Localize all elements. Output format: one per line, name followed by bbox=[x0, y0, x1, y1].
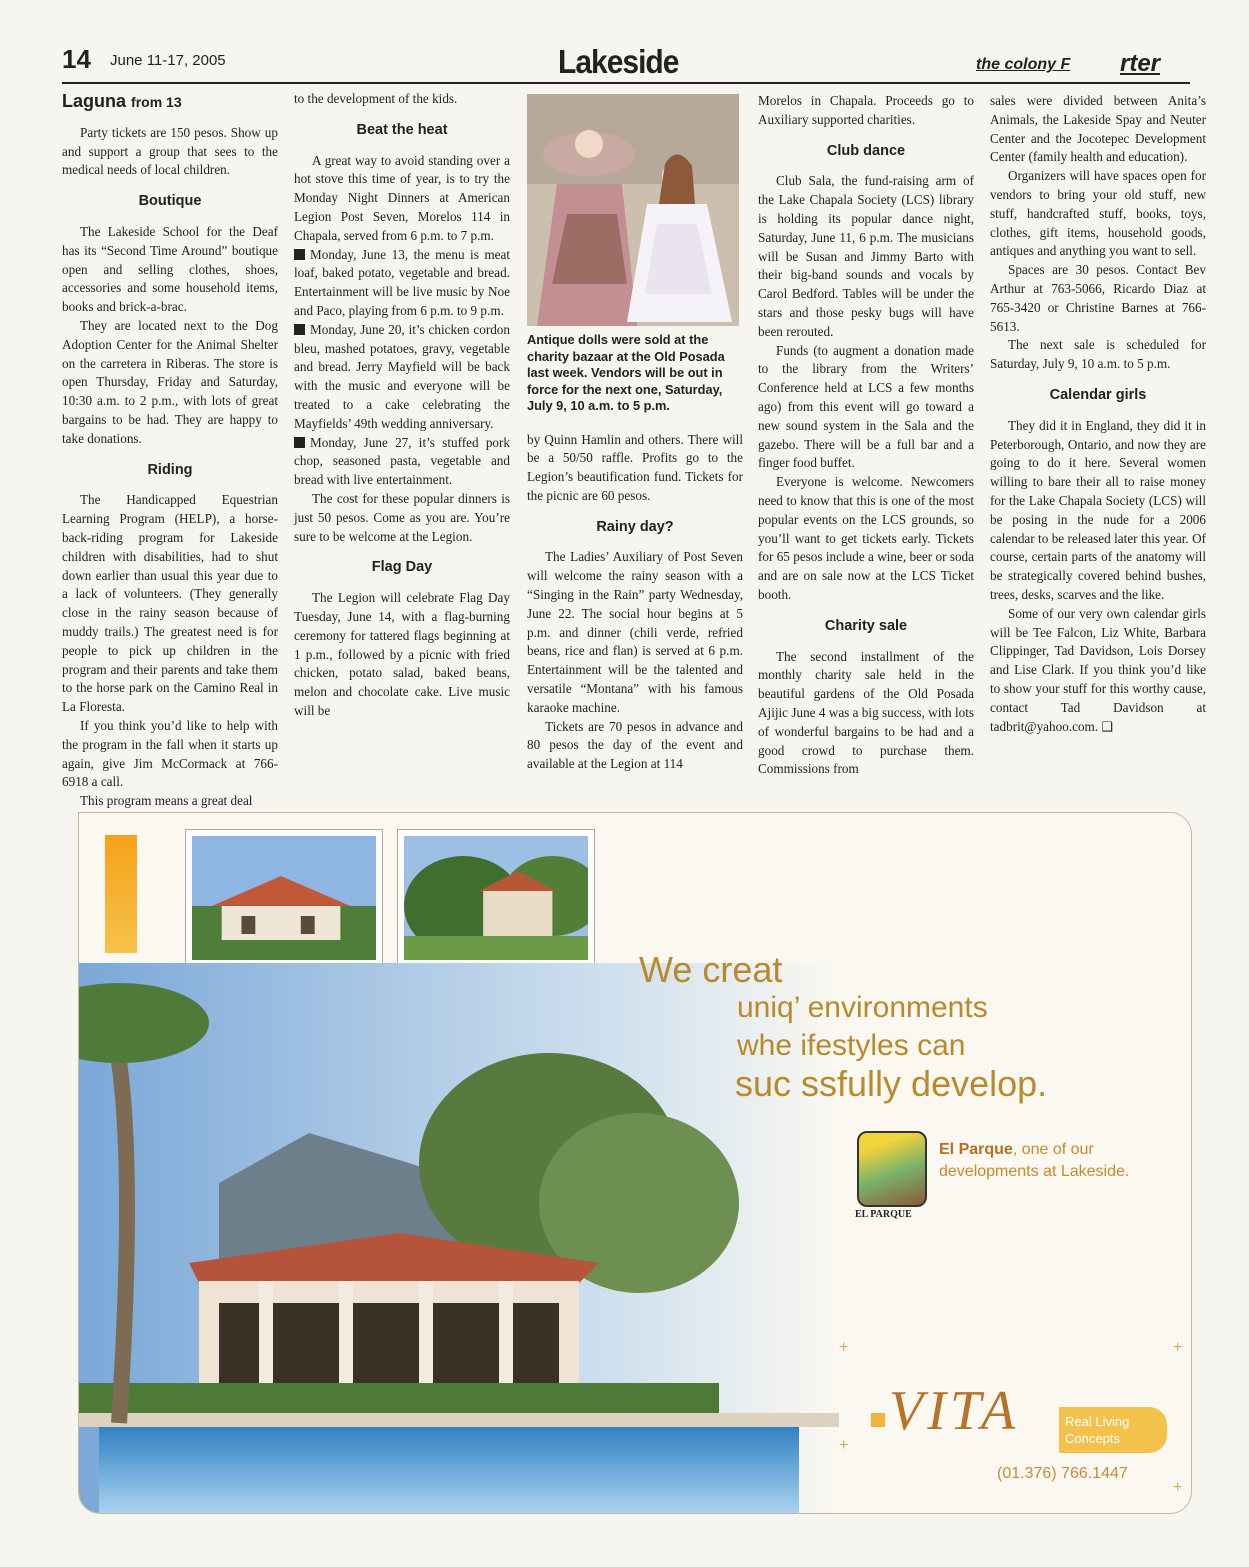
ad-headline bbox=[639, 951, 1169, 1103]
paragraph bbox=[990, 605, 1206, 737]
tagline-line: Concepts bbox=[1065, 1431, 1120, 1446]
issue-date: June 11-17, 2005 bbox=[110, 52, 226, 69]
bullet-paragraph bbox=[294, 246, 510, 321]
bullet-text: Monday, June 27, it’s stuffed pork chop, seasoned pasta, vegetable and bread with live entertainment. bbox=[294, 434, 510, 488]
paragraph: A great way to avoid standing over a hot stove this time of year, is to try the Monday Night Dinners at American Legion Post Seven, Morelos 114 in Chapala, served from 6 p.m. to 7 p.m. bbox=[294, 152, 510, 243]
article-heading bbox=[62, 92, 278, 112]
bullet-text: Monday, June 13, the menu is meat loaf, baked potato, vegetable and bread. Entertainment will be live music by Noe and Paco, playing from 6 p.m. to 9 p.m. bbox=[294, 246, 510, 318]
subhead-flag-day: Flag Day bbox=[371, 559, 433, 576]
ad-headline-line: whe ifestyles can bbox=[737, 1029, 966, 1062]
paragraph: sales were divided between Anita’s Animals, the Lakeside Spay and Neuter Center and the Jocotepec Development Center (family health and education). bbox=[990, 93, 1206, 165]
vita-logo-dot bbox=[871, 1413, 885, 1427]
paragraph: If you think you’d like to help with the program in the fall when it starts up again, give Jim McCormack at 766-6918 a call. bbox=[62, 717, 278, 790]
plus-mark-icon: + bbox=[839, 1437, 849, 1454]
paragraph: The second installment of the monthly charity sale held in the beautiful gardens of the Old Posada Ajijic June 4 was a big success, with lots of wonderful bargains to be had and a good crowd to purchase them. Commissions from bbox=[758, 648, 974, 777]
plus-mark-icon: + bbox=[839, 1339, 849, 1356]
house-photo bbox=[192, 836, 376, 960]
column-2 bbox=[294, 90, 510, 721]
dolls-illustration bbox=[527, 94, 739, 326]
plus-mark-icon: + bbox=[1173, 1339, 1183, 1356]
subhead-calendar-girls: Calendar girls bbox=[1049, 386, 1147, 403]
plus-mark-icon: + bbox=[1173, 1479, 1183, 1496]
paragraph: to the development of the kids. bbox=[294, 91, 458, 106]
el-parque-name: El Parque bbox=[939, 1141, 1013, 1158]
ad-thumbnail-house bbox=[185, 829, 383, 967]
paragraph: The Lakeside School for the Deaf has its “Second Time Around” boutique open and selling clothes, shoes, accessories and some household items, books and brick-a-brac. bbox=[62, 223, 278, 315]
advertisement bbox=[78, 812, 1192, 1514]
column-5 bbox=[990, 92, 1206, 736]
subhead-beat-the-heat: Beat the heat bbox=[356, 121, 448, 138]
photo-caption: Antique dolls were sold at the charity bazaar at the Old Posada last week. Vendors will be out in force for the next one, Saturday, July 9, 10 a.m. to 5 p.m. bbox=[527, 332, 725, 413]
paragraph: by Quinn Hamlin and others. There will be a 50/50 raffle. Profits go to the Legion’s beautification fund. Tickets for the picnic are 60 pesos. bbox=[527, 431, 743, 503]
ad-headline-line: suc ssfully develop. bbox=[735, 1063, 1048, 1104]
paragraph: Club Sala, the fund-raising arm of the Lake Chapala Society (LCS) library is holding its popular dance night, Saturday, June 11, 6 p.m. The musicians will be Susan and Jimmy Barto with their big-band sounds and vocals by Carol Bedford. Tables will be under the stars and those pesky bugs will have been rerouted. bbox=[758, 173, 974, 339]
antique-dolls-photo bbox=[527, 94, 739, 326]
article-heading-text: Laguna bbox=[62, 91, 127, 111]
paragraph: Tickets are 70 pesos in advance and 80 pesos the day of the event and available at the Legion at 114 bbox=[527, 718, 743, 772]
ad-headline-line: uniq’ environments bbox=[737, 991, 988, 1024]
el-parque-logo-label: EL PARQUE bbox=[855, 1209, 912, 1220]
column-4 bbox=[758, 92, 974, 779]
paragraph: Everyone is welcome. Newcomers need to know that this is one of the most popular events on the LCS grounds, so you’ll want to get tickets early. Tickets for 65 pesos include a wine, beer or soda and are on sale now at the LCS Ticket booth. bbox=[758, 474, 974, 602]
end-mark-icon: ❑ bbox=[1101, 718, 1114, 734]
el-parque-text: , one of our bbox=[1012, 1141, 1094, 1158]
el-parque-description bbox=[939, 1139, 1129, 1183]
bullet-square-icon bbox=[294, 324, 305, 335]
bullet-square-icon bbox=[294, 249, 305, 260]
paragraph: The cost for these popular dinners is just 50 pesos. Come as you are. You’re sure to be welcome at the Legion. bbox=[294, 490, 510, 544]
paragraph: The Legion will celebrate Flag Day Tuesday, June 14, with a flag-burning ceremony for tattered flags beginning at 1 p.m., followed by a picnic with fried chicken, potato salad, baked beans, melon and chocolate cake. Live music will be bbox=[294, 590, 510, 718]
jump-from: from 13 bbox=[131, 94, 182, 110]
paragraph: The next sale is scheduled for Saturday, July 9, 10 a.m. to 5 p.m. bbox=[990, 337, 1206, 372]
bullet-square-icon bbox=[294, 437, 305, 448]
paragraph: Organizers will have spaces open for vendors to bring your old stuff, new stuff, handcrafted stuff, books, toys, clothes, gift items, household goods, antiques and anything you want to sell. bbox=[990, 168, 1206, 259]
tagline-line: Real Living bbox=[1065, 1414, 1130, 1429]
bullet-paragraph bbox=[294, 321, 510, 434]
subhead-boutique: Boutique bbox=[138, 193, 202, 210]
subhead-rainy-day: Rainy day? bbox=[596, 518, 674, 535]
column-3 bbox=[527, 94, 743, 774]
subhead-charity-sale: Charity sale bbox=[824, 617, 908, 634]
vita-tagline bbox=[1059, 1407, 1167, 1453]
ad-thumbnail-garden bbox=[397, 829, 595, 967]
paragraph: Funds (to augment a donation made to the library from the Writers’ Conference held at LCS a few months ago) from this event will go toward a new sound system in the Sala and the gazebo. There will be a full bar and a finger food buffet. bbox=[758, 342, 974, 471]
ad-phone-number: (01.376) 766.1447 bbox=[997, 1465, 1128, 1482]
masthead bbox=[62, 42, 1190, 84]
subhead-riding: Riding bbox=[147, 461, 193, 478]
paragraph: Spaces are 30 pesos. Contact Bev Arthur at 763-5066, Ricardo Diaz at 765-3420 or Christine Barnes at 766-5613. bbox=[990, 262, 1206, 334]
ad-orange-block bbox=[105, 835, 137, 953]
paragraph: Party tickets are 150 pesos. Show up and support a group that sees to the medical needs of local children. bbox=[62, 124, 278, 178]
paragraph: The Handicapped Equestrian Learning Program (HELP), a horse-back-riding program for Lakeside children with disabilities, had to shut down earlier than usual this year due to a lack of volunteers. (They generally close in the rainy season because of muddy trails.) The greatest need is for people to pick up children in the program and their parents and take them to the horse park on the Camino Real in La Floresta. bbox=[62, 492, 278, 715]
paragraph: This program means a great deal bbox=[80, 793, 253, 809]
paragraph: They are located next to the Dog Adoption Center for the Animal Shelter on the carretera in Riberas. The store is open Thursday, Friday and Saturday, 10:30 a.m. to 2 p.m., with lots of great bargains to be had. They are happy to take donations. bbox=[62, 317, 278, 446]
el-parque-logo bbox=[857, 1131, 927, 1207]
paper-name-fragment: the colony F bbox=[976, 56, 1071, 73]
paragraph: Morelos in Chapala. Proceeds go to Auxiliary supported charities. bbox=[758, 93, 974, 127]
paragraph: They did it in England, they did it in Peterborough, Ontario, and now they are going to do it here. Several women willing to bare their all to raise money for the Lake Chapala Society (LCS) will be posing in the nude for a 2006 calendar to be released later this year. Of course, certain parts of the anatomy will be strategically covered behind bushes, trees, desks, scarves and the like. bbox=[990, 417, 1206, 602]
paper-name-fragment-2: rter bbox=[1120, 50, 1161, 77]
bullet-paragraph bbox=[294, 434, 510, 490]
garden-photo bbox=[404, 836, 588, 960]
column-1 bbox=[62, 92, 278, 811]
subhead-club-dance: Club dance bbox=[826, 142, 906, 159]
el-parque-text-line2: developments at Lakeside. bbox=[939, 1163, 1130, 1180]
bullet-text: Monday, June 20, it’s chicken cordon bleu, mashed potatoes, gravy, vegetable and bread. Jerry Mayfield will be back with the music and everyone will be treated to a cake celebrating the Mayfields’ 49th wedding anniversary. bbox=[294, 321, 510, 431]
ad-headline-line: We creat bbox=[639, 949, 783, 990]
section-title: Lakeside bbox=[558, 44, 679, 81]
page-number: 14 bbox=[62, 44, 91, 74]
vita-logo-word: VITA bbox=[889, 1380, 1020, 1442]
paragraph-text: Some of our very own calendar girls will be Tee Falcon, Liz White, Barbara Clippinger, Tad Davidson, Lois Dorsey and Lise Clark. If you think you’d like to show your stuff for this worthy cause, contact Tad Davidson at tadbrit@yahoo.com. bbox=[990, 605, 1206, 734]
paragraph: The Ladies’ Auxiliary of Post Seven will welcome the rainy season with a “Singing in the Rain” party Wednesday, June 22. The social hour begins at 5 p.m. and dinner (chili verde, refried beans, rice and flan) is served at 6 p.m. Entertainment will be the talented and versatile “Montana” with his famous karaoke machine. bbox=[527, 549, 743, 715]
